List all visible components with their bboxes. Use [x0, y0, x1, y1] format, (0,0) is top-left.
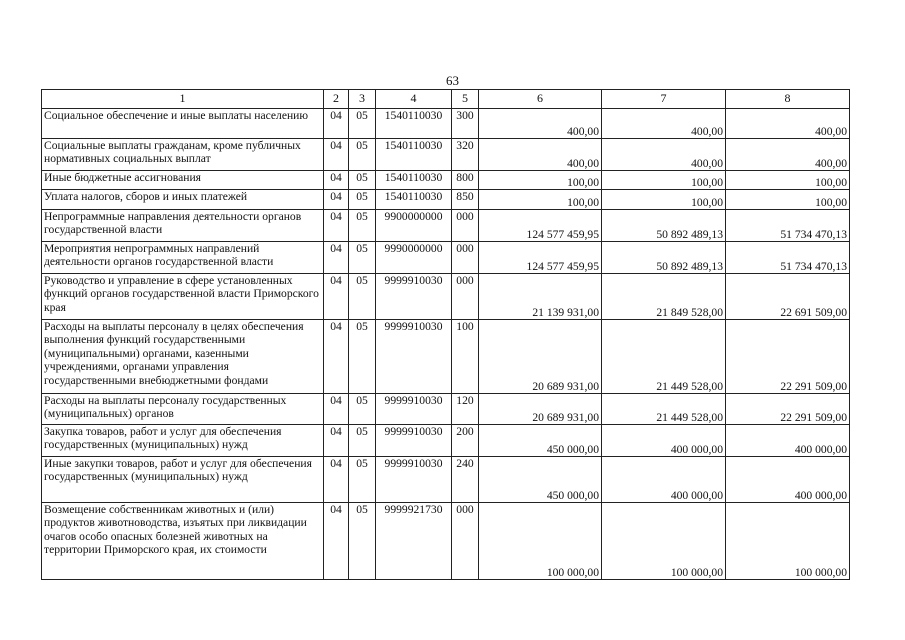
table-row — [42, 109, 850, 139]
expense-type-code: 100 — [452, 320, 479, 394]
header-col-6: 6 — [479, 90, 602, 109]
amount-col-7: 400 000,00 — [602, 425, 726, 457]
amount-col-8: 400,00 — [726, 139, 850, 171]
amount-col-8: 400 000,00 — [726, 457, 850, 503]
subsection-code: 05 — [349, 171, 376, 190]
amount-col-8: 100,00 — [726, 171, 850, 190]
section-code: 04 — [324, 242, 349, 274]
amount-col-8: 100 000,00 — [726, 503, 850, 580]
table-row — [42, 394, 850, 425]
target-article-code: 9900000000 — [376, 210, 452, 242]
amount-col-8: 400,00 — [726, 109, 850, 139]
amount-col-6: 124 577 459,95 — [479, 242, 602, 274]
subsection-code: 05 — [349, 457, 376, 503]
section-code: 04 — [324, 139, 349, 171]
row-name: Иные бюджетные ассигнования — [42, 171, 324, 190]
target-article-code: 9999910030 — [376, 320, 452, 394]
row-name: Иные закупки товаров, работ и услуг для обеспечения государственных (муниципальных) нужд — [42, 457, 324, 503]
amount-col-8: 22 691 509,00 — [726, 274, 850, 320]
section-code: 04 — [324, 320, 349, 394]
target-article-code: 9999910030 — [376, 274, 452, 320]
amount-col-8: 400 000,00 — [726, 425, 850, 457]
table-row — [42, 425, 850, 457]
expense-type-code: 000 — [452, 242, 479, 274]
table-row — [42, 171, 850, 190]
table-row — [42, 139, 850, 171]
table-row — [42, 210, 850, 242]
section-code: 04 — [324, 394, 349, 425]
header-row — [42, 90, 850, 109]
subsection-code: 05 — [349, 242, 376, 274]
expense-type-code: 800 — [452, 171, 479, 190]
row-name: Возмещение собственникам животных и (или) продуктов животноводства, изъятых при ликвидации очагов особо опасных болезней животных на территории Приморского края, их стоимости — [42, 503, 324, 580]
row-name: Расходы на выплаты персоналу государственных (муниципальных) органов — [42, 394, 324, 425]
amount-col-7: 100 000,00 — [602, 503, 726, 580]
section-code: 04 — [324, 425, 349, 457]
amount-col-8: 22 291 509,00 — [726, 394, 850, 425]
table-row — [42, 503, 850, 580]
amount-col-6: 124 577 459,95 — [479, 210, 602, 242]
target-article-code: 9999910030 — [376, 457, 452, 503]
target-article-code: 1540110030 — [376, 190, 452, 210]
target-article-code: 1540110030 — [376, 139, 452, 171]
subsection-code: 05 — [349, 394, 376, 425]
amount-col-7: 100,00 — [602, 190, 726, 210]
table-row — [42, 457, 850, 503]
subsection-code: 05 — [349, 425, 376, 457]
amount-col-7: 21 449 528,00 — [602, 394, 726, 425]
row-name: Уплата налогов, сборов и иных платежей — [42, 190, 324, 210]
table-row — [42, 320, 850, 394]
amount-col-6: 450 000,00 — [479, 457, 602, 503]
section-code: 04 — [324, 109, 349, 139]
section-code: 04 — [324, 171, 349, 190]
row-name: Руководство и управление в сфере установленных функций органов государственной власти Приморского края — [42, 274, 324, 320]
header-col-4: 4 — [376, 90, 452, 109]
expense-type-code: 000 — [452, 274, 479, 320]
amount-col-6: 20 689 931,00 — [479, 394, 602, 425]
amount-col-7: 50 892 489,13 — [602, 210, 726, 242]
amount-col-7: 400,00 — [602, 139, 726, 171]
header-col-7: 7 — [602, 90, 726, 109]
amount-col-7: 21 449 528,00 — [602, 320, 726, 394]
header-col-5: 5 — [452, 90, 479, 109]
row-name: Мероприятия непрограммных направлений деятельности органов государственной власти — [42, 242, 324, 274]
section-code: 04 — [324, 274, 349, 320]
subsection-code: 05 — [349, 109, 376, 139]
amount-col-6: 100,00 — [479, 190, 602, 210]
header-col-3: 3 — [349, 90, 376, 109]
subsection-code: 05 — [349, 190, 376, 210]
row-name: Расходы на выплаты персоналу в целях обеспечения выполнения функций государственными (муниципальными) органами, казенными учреждениями, органами управления государственными внебюджетными фондами — [42, 320, 324, 394]
header-col-1: 1 — [42, 90, 324, 109]
target-article-code: 9990000000 — [376, 242, 452, 274]
expense-type-code: 320 — [452, 139, 479, 171]
table-row — [42, 190, 850, 210]
amount-col-6: 100 000,00 — [479, 503, 602, 580]
page-number: 63 — [446, 73, 459, 88]
amount-col-7: 400,00 — [602, 109, 726, 139]
amount-col-8: 100,00 — [726, 190, 850, 210]
expense-type-code: 300 — [452, 109, 479, 139]
expense-type-code: 200 — [452, 425, 479, 457]
expense-type-code: 850 — [452, 190, 479, 210]
amount-col-6: 20 689 931,00 — [479, 320, 602, 394]
target-article-code: 1540110030 — [376, 171, 452, 190]
amount-col-6: 400,00 — [479, 139, 602, 171]
target-article-code: 9999910030 — [376, 394, 452, 425]
expense-type-code: 120 — [452, 394, 479, 425]
subsection-code: 05 — [349, 210, 376, 242]
section-code: 04 — [324, 503, 349, 580]
header-col-8: 8 — [726, 90, 850, 109]
table-row — [42, 274, 850, 320]
amount-col-6: 21 139 931,00 — [479, 274, 602, 320]
amount-col-8: 51 734 470,13 — [726, 210, 850, 242]
amount-col-8: 22 291 509,00 — [726, 320, 850, 394]
amount-col-6: 450 000,00 — [479, 425, 602, 457]
amount-col-7: 21 849 528,00 — [602, 274, 726, 320]
header-col-2: 2 — [324, 90, 349, 109]
row-name: Социальное обеспечение и иные выплаты населению — [42, 109, 324, 139]
subsection-code: 05 — [349, 274, 376, 320]
target-article-code: 9999921730 — [376, 503, 452, 580]
row-name: Социальные выплаты гражданам, кроме публичных нормативных социальных выплат — [42, 139, 324, 171]
target-article-code: 1540110030 — [376, 109, 452, 139]
section-code: 04 — [324, 190, 349, 210]
section-code: 04 — [324, 457, 349, 503]
expense-type-code: 000 — [452, 503, 479, 580]
amount-col-7: 100,00 — [602, 171, 726, 190]
expense-type-code: 240 — [452, 457, 479, 503]
row-name: Закупка товаров, работ и услуг для обеспечения государственных (муниципальных) нужд — [42, 425, 324, 457]
row-name: Непрограммные направления деятельности органов государственной власти — [42, 210, 324, 242]
budget-table — [41, 89, 850, 580]
expense-type-code: 000 — [452, 210, 479, 242]
amount-col-7: 50 892 489,13 — [602, 242, 726, 274]
table-row — [42, 242, 850, 274]
amount-col-6: 400,00 — [479, 109, 602, 139]
target-article-code: 9999910030 — [376, 425, 452, 457]
amount-col-7: 400 000,00 — [602, 457, 726, 503]
subsection-code: 05 — [349, 503, 376, 580]
subsection-code: 05 — [349, 139, 376, 171]
subsection-code: 05 — [349, 320, 376, 394]
amount-col-6: 100,00 — [479, 171, 602, 190]
amount-col-8: 51 734 470,13 — [726, 242, 850, 274]
section-code: 04 — [324, 210, 349, 242]
